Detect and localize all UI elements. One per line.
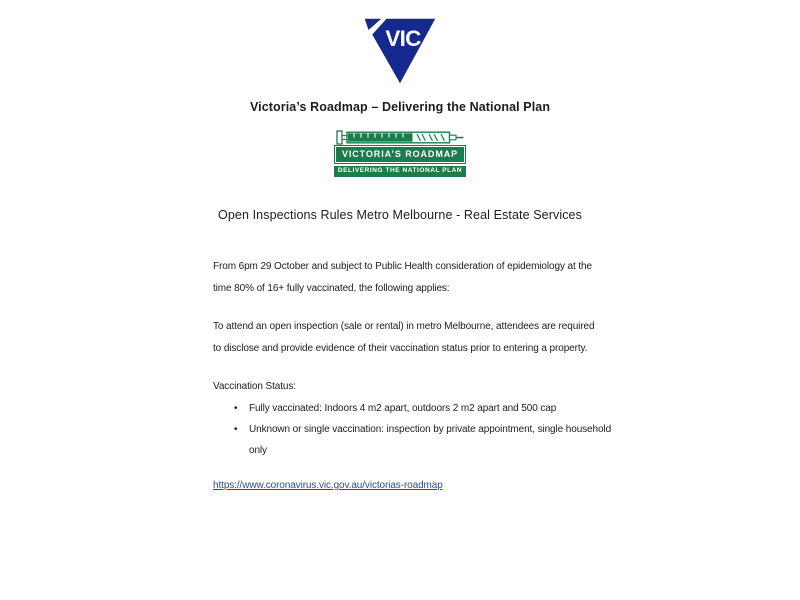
roadmap-badge xyxy=(0,130,800,177)
vaccination-status-label: Vaccination Status: xyxy=(213,380,296,392)
section-heading: Open Inspections Rules Metro Melbourne - Real Estate Services xyxy=(218,207,582,222)
badge-title: VICTORIA’S ROADMAP xyxy=(335,146,465,163)
list-item xyxy=(213,398,613,419)
paragraph-requirements xyxy=(213,316,613,360)
logo-container xyxy=(0,0,800,89)
vic-logo-icon xyxy=(362,18,438,84)
link-row xyxy=(213,476,613,496)
badge-title-row xyxy=(0,145,800,163)
bullet-icon: • xyxy=(234,423,238,435)
syringe-icon xyxy=(336,130,464,145)
list-item xyxy=(213,419,613,461)
vic-logo-text: VIC xyxy=(385,25,421,51)
document-body xyxy=(213,256,613,496)
badge-subtitle: DELIVERING THE NATIONAL PLAN xyxy=(334,166,466,176)
paragraph-line: to disclose and provide evidence of their vaccination status prior to entering a property. xyxy=(213,342,588,354)
badge-subtitle-row xyxy=(0,163,800,176)
list-item-text: Fully vaccinated: Indoors 4 m2 apart, outdoors 2 m2 apart and 500 cap xyxy=(249,402,557,414)
paragraph-line: time 80% of 16+ fully vaccinated, the following applies: xyxy=(213,282,450,294)
bullet-icon: • xyxy=(234,402,238,414)
paragraph-line: From 6pm 29 October and subject to Public Health consideration of epidemiology at the xyxy=(213,260,592,272)
paragraph-line: To attend an open inspection (sale or rental) in metro Melbourne, attendees are required xyxy=(213,320,595,332)
document-title: Victoria’s Roadmap – Delivering the National Plan xyxy=(249,100,551,114)
paragraph-intro xyxy=(213,256,613,300)
list-item-text: Unknown or single vaccination: inspection by private appointment, single household only xyxy=(249,423,612,456)
vaccination-rules-list xyxy=(213,398,613,461)
roadmap-link[interactable]: https://www.coronavirus.vic.gov.au/victorias-roadmap xyxy=(213,479,443,491)
